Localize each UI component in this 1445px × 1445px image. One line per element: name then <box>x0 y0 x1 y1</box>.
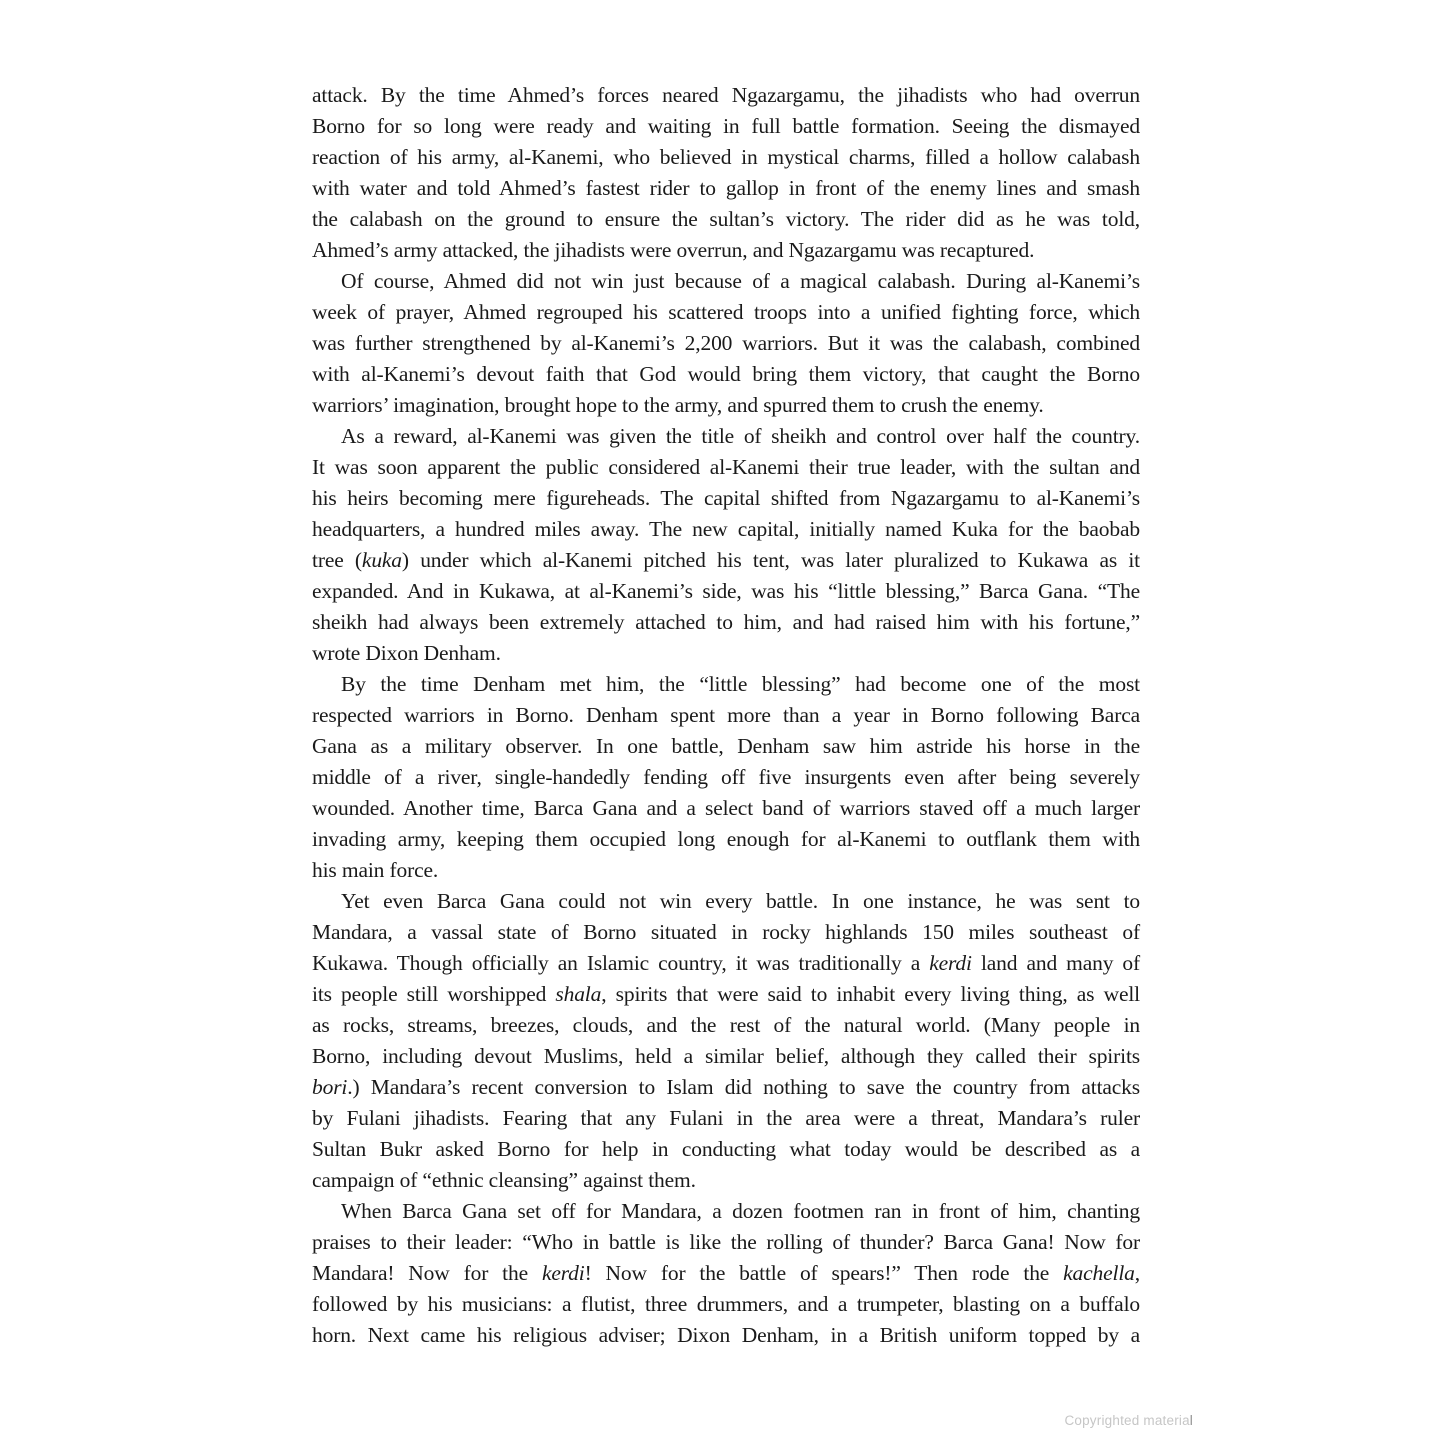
text-line <box>312 979 1140 1010</box>
text-line <box>312 762 1140 793</box>
text-line <box>312 793 1140 824</box>
text-run: by Fulani jihadists. Fearing that any Fulani in the area were a threat, Mandara’s ruler <box>312 1106 1140 1130</box>
text-line <box>312 111 1140 142</box>
text-run: sheikh had always been extremely attached to him, and had raised him with his fortune,” <box>312 610 1140 634</box>
text-run: campaign of “ethnic cleansing” against them. <box>312 1168 696 1192</box>
text-run: Kukawa. Though officially an Islamic country, it was traditionally a <box>312 951 930 975</box>
text-run: , <box>1134 1261 1140 1285</box>
text-run: respected warriors in Borno. Denham spent more than a year in Borno following Barca <box>312 703 1140 727</box>
paragraph <box>312 266 1140 421</box>
text-run: his heirs becoming mere figureheads. The capital shifted from Ngazargamu to al-Kanemi’s <box>312 486 1140 510</box>
paragraph <box>312 669 1140 886</box>
text-block <box>312 80 1140 1351</box>
paragraph <box>312 1196 1140 1351</box>
text-line <box>312 1196 1140 1227</box>
text-run: Mandara! Now for the <box>312 1261 542 1285</box>
text-run: wounded. Another time, Barca Gana and a select band of warriors staved off a much larger <box>312 796 1140 820</box>
text-run: warriors’ imagination, brought hope to the army, and spurred them to crush the enemy. <box>312 393 1044 417</box>
text-line <box>312 886 1140 917</box>
text-run: .) Mandara’s recent conversion to Islam did nothing to save the country from attacks <box>347 1075 1140 1099</box>
text-run: as rocks, streams, breezes, clouds, and the rest of the natural world. (Many people in <box>312 1013 1140 1037</box>
italic-text-run: kachella <box>1063 1261 1135 1285</box>
copyright-watermark-tail: l <box>1189 1413 1193 1428</box>
text-line <box>312 576 1140 607</box>
text-run: As a reward, al-Kanemi was given the title of sheikh and control over half the country. <box>341 424 1140 448</box>
text-line <box>312 1289 1140 1320</box>
text-line <box>312 545 1140 576</box>
text-line <box>312 731 1140 762</box>
text-line <box>312 452 1140 483</box>
text-line <box>312 142 1140 173</box>
text-run: ! Now for the battle of spears!” Then rode the <box>584 1261 1064 1285</box>
text-line <box>312 421 1140 452</box>
text-run: followed by his musicians: a flutist, three drummers, and a trumpeter, blasting on a buffalo <box>312 1292 1140 1316</box>
text-run: Yet even Barca Gana could not win every battle. In one instance, he was sent to <box>341 889 1140 913</box>
text-line <box>312 700 1140 731</box>
text-line <box>312 1103 1140 1134</box>
italic-text-run: kerdi <box>541 1261 585 1285</box>
text-line <box>312 948 1140 979</box>
text-run: expanded. And in Kukawa, at al-Kanemi’s side, was his “little blessing,” Barca Gana. “The <box>312 579 1140 603</box>
italic-text-run: bori <box>312 1075 348 1099</box>
text-run: land and many of <box>971 951 1141 975</box>
text-line <box>312 824 1140 855</box>
text-run: Sultan Bukr asked Borno for help in conducting what today would be described as a <box>312 1137 1140 1161</box>
text-line <box>312 266 1140 297</box>
text-run: invading army, keeping them occupied long enough for al-Kanemi to outflank them with <box>312 827 1140 851</box>
text-line <box>312 1010 1140 1041</box>
text-line <box>312 917 1140 948</box>
text-run: its people still worshipped <box>312 982 556 1006</box>
paragraph <box>312 886 1140 1196</box>
text-line <box>312 1072 1140 1103</box>
paragraph <box>312 80 1140 266</box>
text-run: reaction of his army, al-Kanemi, who believed in mystical charms, filled a hollow calabash <box>312 145 1140 169</box>
copyright-watermark-text: Copyrighted materia <box>1064 1413 1190 1428</box>
text-line <box>312 235 1140 266</box>
paragraph <box>312 421 1140 669</box>
text-run: attack. By the time Ahmed’s forces neared Ngazargamu, the jihadists who had overrun <box>312 83 1140 107</box>
text-run: Gana as a military observer. In one battle, Denham saw him astride his horse in the <box>312 734 1140 758</box>
text-run: horn. Next came his religious adviser; Dixon Denham, in a British uniform topped by a <box>312 1323 1140 1347</box>
text-run: Ahmed’s army attacked, the jihadists were overrun, and Ngazargamu was recaptured. <box>312 238 1035 262</box>
text-run: By the time Denham met him, the “little blessing” had become one of the most <box>341 672 1140 696</box>
text-run: the calabash on the ground to ensure the sultan’s victory. The rider did as he was told, <box>312 207 1140 231</box>
text-line <box>312 1165 1140 1196</box>
text-line <box>312 390 1140 421</box>
text-run: with water and told Ahmed’s fastest rider to gallop in front of the enemy lines and smash <box>312 176 1140 200</box>
text-line <box>312 669 1140 700</box>
text-run: middle of a river, single-handedly fending off five insurgents even after being severely <box>312 765 1140 789</box>
italic-text-run: shala <box>555 982 602 1006</box>
text-run: ) under which al-Kanemi pitched his tent, was later pluralized to Kukawa as it <box>401 548 1141 572</box>
text-line <box>312 328 1140 359</box>
copyright-watermark <box>1064 1413 1193 1428</box>
text-line <box>312 80 1140 111</box>
text-run: headquarters, a hundred miles away. The new capital, initially named Kuka for the baobab <box>312 517 1140 541</box>
text-run: Borno, including devout Muslims, held a similar belief, although they called their spirits <box>312 1044 1140 1068</box>
text-line <box>312 1041 1140 1072</box>
italic-text-run: kerdi <box>929 951 972 975</box>
text-line <box>312 607 1140 638</box>
text-line <box>312 359 1140 390</box>
text-line <box>312 1320 1140 1351</box>
text-run: with al-Kanemi’s devout faith that God would bring them victory, that caught the Borno <box>312 362 1140 386</box>
text-line <box>312 483 1140 514</box>
text-line <box>312 514 1140 545</box>
text-run: his main force. <box>312 858 439 882</box>
text-line <box>312 1134 1140 1165</box>
text-run: tree ( <box>312 548 362 572</box>
text-run: It was soon apparent the public considered al-Kanemi their true leader, with the sultan and <box>312 455 1140 479</box>
italic-text-run: kuka <box>361 548 402 572</box>
text-run: week of prayer, Ahmed regrouped his scattered troops into a unified fighting force, which <box>312 300 1140 324</box>
text-line <box>312 1227 1140 1258</box>
text-line <box>312 173 1140 204</box>
text-run: When Barca Gana set off for Mandara, a dozen footmen ran in front of him, chanting <box>341 1199 1140 1223</box>
text-line <box>312 855 1140 886</box>
text-run: Mandara, a vassal state of Borno situated in rocky highlands 150 miles southeast of <box>312 920 1140 944</box>
text-run: was further strengthened by al-Kanemi’s 2,200 warriors. But it was the calabash, combined <box>312 331 1140 355</box>
text-line <box>312 204 1140 235</box>
text-run: wrote Dixon Denham. <box>312 641 501 665</box>
text-run: praises to their leader: “Who in battle is like the rolling of thunder? Barca Gana! Now for <box>312 1230 1140 1254</box>
text-run: , spirits that were said to inhabit every living thing, as well <box>601 982 1140 1006</box>
text-run: Of course, Ahmed did not win just because of a magical calabash. During al-Kanemi’s <box>341 269 1140 293</box>
text-line <box>312 297 1140 328</box>
text-run: Borno for so long were ready and waiting in full battle formation. Seeing the dismayed <box>312 114 1140 138</box>
text-line <box>312 1258 1140 1289</box>
text-line <box>312 638 1140 669</box>
